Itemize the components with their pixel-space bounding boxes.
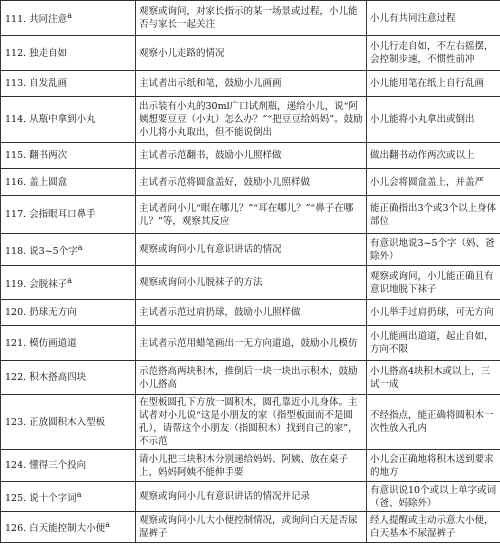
criterion-cell: 小儿能用笔在纸上自行乱画 bbox=[367, 71, 500, 97]
criterion-cell: 小儿能将小丸拿出或倒出 bbox=[367, 97, 500, 143]
item-cell: 123. 正放圆积木入型板 bbox=[1, 395, 136, 450]
item-cell: 113. 自发乱画 bbox=[1, 71, 136, 97]
item-cell: 121. 模仿画道道 bbox=[1, 326, 136, 361]
table-row bbox=[1, 71, 500, 97]
method-cell: 观察小儿走路的情况 bbox=[136, 36, 367, 71]
criterion-cell: 小儿搭高4块积木或以上，三试一成 bbox=[367, 361, 500, 395]
method-cell: 在型板圆孔下方放一圆积木，圆孔靠近小儿身体。主试者对小儿说“这是小朋友的家（指型板面而不是圆孔），请帮这个小朋友（指圆积木）找到自己的家”，不示范 bbox=[136, 395, 367, 450]
item-cell: 118. 说3~5个字$^a$ bbox=[1, 234, 136, 266]
criterion-cell: 小儿有共同注意过程 bbox=[367, 1, 500, 36]
method-cell: 示范搭高两块积木，推倒后一块一块出示积木，鼓励小儿搭高 bbox=[136, 361, 367, 395]
method-cell: 观察或询问，对家长指示的某一场景或过程，小儿能否与家长一起关注 bbox=[136, 1, 367, 36]
table-row bbox=[1, 97, 500, 143]
item-cell: 116. 盖上圆盒 bbox=[1, 169, 136, 196]
method-cell: 主试者出示纸和笔，鼓励小儿画画 bbox=[136, 71, 367, 97]
item-cell: 114. 从瓶中拿到小丸 bbox=[1, 97, 136, 143]
criterion-cell: 小儿行走自如，不左右摇摆，会控制步速，不惯性前冲 bbox=[367, 36, 500, 71]
criterion-cell: 经人提醒或主动示意大小便，白天基本不尿湿裤子 bbox=[367, 512, 500, 543]
item-cell: 117. 会指眼耳口鼻手 bbox=[1, 196, 136, 234]
table-row bbox=[1, 36, 500, 71]
method-cell: 出示装有小丸的30ml广口试剂瓶，递给小儿，说“阿姨想要豆豆（小丸）怎么办？”“把豆豆给妈妈”。鼓励小儿将小丸取出，但不能说倒出 bbox=[136, 97, 367, 143]
method-cell: 观察或询问小儿有意识讲话的情况 bbox=[136, 234, 367, 266]
table-row bbox=[1, 234, 500, 266]
method-cell: 主试者示范翻书，鼓励小儿照样做 bbox=[136, 143, 367, 169]
criterion-cell: 有意识地说3~5个字（妈、爸除外） bbox=[367, 234, 500, 266]
table-row bbox=[1, 196, 500, 234]
item-cell: 120. 扔球无方向 bbox=[1, 300, 136, 326]
method-cell: 主试者示范将圆盒盖好，鼓励小儿照样做 bbox=[136, 169, 367, 196]
criterion-cell: 能正确指出3个或3个以上身体部位 bbox=[367, 196, 500, 234]
criterion-cell: 做出翻书动作两次或以上 bbox=[367, 143, 500, 169]
item-cell: 125. 说十个字词$^a$ bbox=[1, 482, 136, 512]
criterion-cell: 观察或询问，小儿能正确且有意识地脱下袜子 bbox=[367, 266, 500, 300]
criterion-cell: 小儿能画出道道，起止自如，方向不限 bbox=[367, 326, 500, 361]
table-row bbox=[1, 266, 500, 300]
method-cell: 主试者示范用蜡笔画出一无方向道道，鼓励小儿模仿 bbox=[136, 326, 367, 361]
criterion-cell: 不经指点，能正确将圆积木一次性放入孔内 bbox=[367, 395, 500, 450]
table-row bbox=[1, 512, 500, 543]
table-row bbox=[1, 395, 500, 450]
table-row bbox=[1, 482, 500, 512]
criterion-cell: 小儿举手过肩扔球，可无方向 bbox=[367, 300, 500, 326]
method-cell: 请小儿把三块积木分别递给妈妈、阿姨、放在桌子上，妈妈阿姨不能伸手要 bbox=[136, 450, 367, 482]
item-cell: 115. 翻书两次 bbox=[1, 143, 136, 169]
item-cell: 124. 懂得三个投向 bbox=[1, 450, 136, 482]
table-row bbox=[1, 300, 500, 326]
item-cell: 119. 会脱袜子$^a$ bbox=[1, 266, 136, 300]
criterion-cell: 小儿会将圆盒盖上，并盖严 bbox=[367, 169, 500, 196]
method-cell: 观察或询问小儿有意识讲话的情况并记录 bbox=[136, 482, 367, 512]
method-cell: 主试者示范过肩扔球，鼓励小儿照样做 bbox=[136, 300, 367, 326]
item-cell: 111. 共同注意$^a$ bbox=[1, 1, 136, 36]
table-row bbox=[1, 361, 500, 395]
table-row bbox=[1, 169, 500, 196]
method-cell: 观察或询问小儿大小便控制情况，或询问白天是否尿湿裤子 bbox=[136, 512, 367, 543]
table-row bbox=[1, 326, 500, 361]
table-row bbox=[1, 450, 500, 482]
table-row bbox=[1, 143, 500, 169]
table-row bbox=[1, 1, 500, 36]
item-cell: 126. 白天能控制大小便$^a$ bbox=[1, 512, 136, 543]
item-cell: 112. 独走自如 bbox=[1, 36, 136, 71]
method-cell: 观察或询问小儿脱袜子的方法 bbox=[136, 266, 367, 300]
method-cell: 主试者问小儿“眼在哪儿？”“耳在哪儿？”“鼻子在哪儿？”等，观察其反应 bbox=[136, 196, 367, 234]
criterion-cell: 小儿会正确地将积木送到要求的地方 bbox=[367, 450, 500, 482]
item-cell: 122. 积木搭高四块 bbox=[1, 361, 136, 395]
criterion-cell: 有意识说10个或以上单字或词（爸、妈除外） bbox=[367, 482, 500, 512]
